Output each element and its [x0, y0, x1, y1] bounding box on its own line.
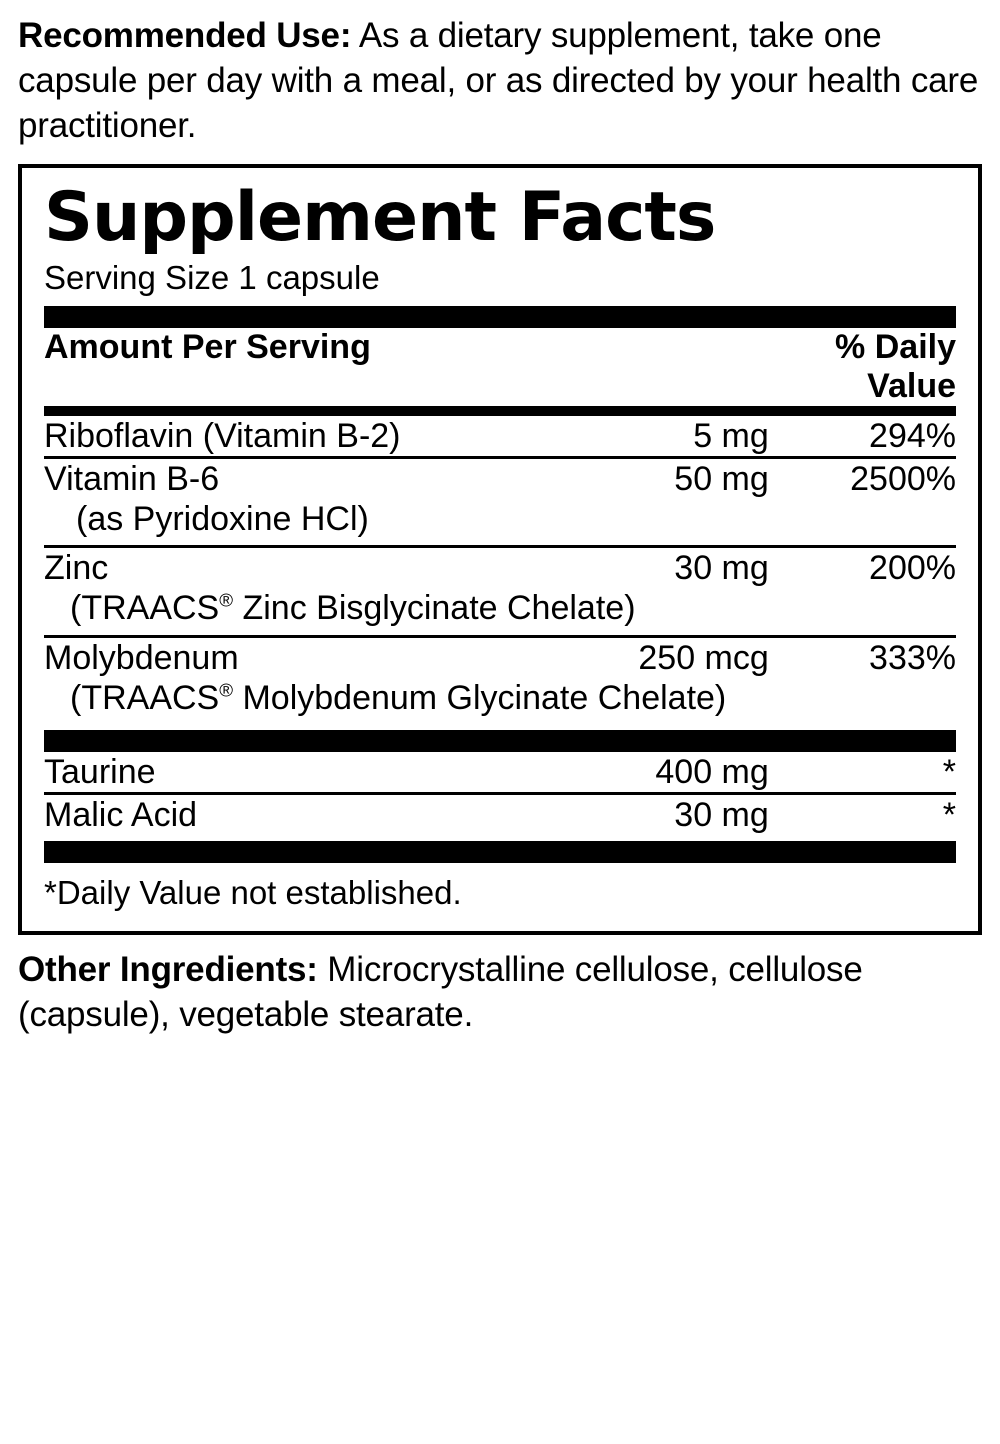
source-prefix: (TRAACS [70, 678, 220, 717]
nutrient-amount: 250 mcg [638, 638, 769, 677]
recommended-use-label: Recommended Use: [18, 16, 352, 55]
other-ingredients-label: Other Ingredients: [18, 949, 318, 989]
source-suffix: Zinc Bisglycinate Chelate) [233, 589, 636, 628]
registered-trademark-icon: ® [219, 679, 234, 701]
recommended-use-block [18, 0, 982, 148]
divider-thick-bottom [44, 841, 956, 863]
nutrient-name: Zinc [44, 549, 109, 588]
header-daily-value: % Daily Value [835, 327, 956, 405]
nutrient-source-zinc [44, 588, 956, 634]
nutrient-row-molybdenum [44, 638, 956, 678]
nutrient-row-malic-acid [44, 795, 956, 835]
nutrient-daily-value: * [942, 795, 956, 834]
registered-trademark-icon: ® [219, 590, 234, 612]
nutrient-row-taurine [44, 752, 956, 792]
nutrient-daily-value: 333% [869, 638, 956, 677]
divider-under-header [44, 406, 956, 416]
nutrient-amount: 400 mg [655, 752, 769, 791]
nutrient-daily-value: 200% [869, 549, 956, 588]
daily-value-footnote: *Daily Value not established. [44, 873, 462, 911]
other-ingredients-text: Microcrystalline cellulose, cellulose (capsule), vegetable stearate. [18, 949, 863, 1035]
divider-thick-top [44, 306, 956, 328]
nutrient-daily-value: * [942, 752, 956, 791]
other-ingredients-block [18, 935, 982, 1038]
table-row [44, 795, 956, 835]
nutrient-amount: 30 mg [674, 549, 769, 588]
nutrient-amount: 50 mg [674, 460, 769, 499]
table-header-row [44, 328, 956, 406]
table-row [44, 548, 956, 588]
divider-thick-middle [44, 730, 956, 752]
supplement-facts-panel [18, 164, 982, 934]
table-row [44, 416, 956, 456]
nutrient-source-vitamin-b6: (as Pyridoxine HCl) [76, 500, 369, 539]
header-spacer [551, 328, 774, 406]
nutrient-daily-value: 2500% [850, 460, 956, 499]
table-row [44, 638, 956, 678]
table-row [44, 459, 956, 499]
supplement-facts-title: Supplement Facts [44, 178, 716, 258]
nutrient-daily-value: 294% [869, 416, 956, 455]
recommended-use-text: As a dietary supplement, take one capsule per day with a meal, or as directed by your health care practitioner. [18, 16, 979, 145]
nutrient-name: Riboflavin (Vitamin B-2) [44, 416, 401, 455]
nutrient-name: Molybdenum [44, 638, 239, 677]
nutrient-name: Taurine [44, 752, 156, 791]
nutrient-row-riboflavin [44, 416, 956, 456]
serving-size: Serving Size 1 capsule [44, 259, 380, 297]
nutrient-source-molybdenum [44, 678, 956, 724]
nutrient-name: Malic Acid [44, 795, 198, 834]
nutrient-row-zinc [44, 548, 956, 588]
header-amount-per-serving: Amount Per Serving [44, 327, 371, 366]
source-prefix: (TRAACS [70, 589, 220, 628]
supplement-facts-table [44, 328, 956, 406]
nutrient-name: Vitamin B-6 [44, 460, 220, 499]
source-suffix: Molybdenum Glycinate Chelate) [233, 678, 727, 717]
nutrient-row-vitamin-b6 [44, 459, 956, 499]
nutrient-amount: 5 mg [693, 416, 769, 455]
nutrient-amount: 30 mg [674, 795, 769, 834]
table-row [44, 752, 956, 792]
